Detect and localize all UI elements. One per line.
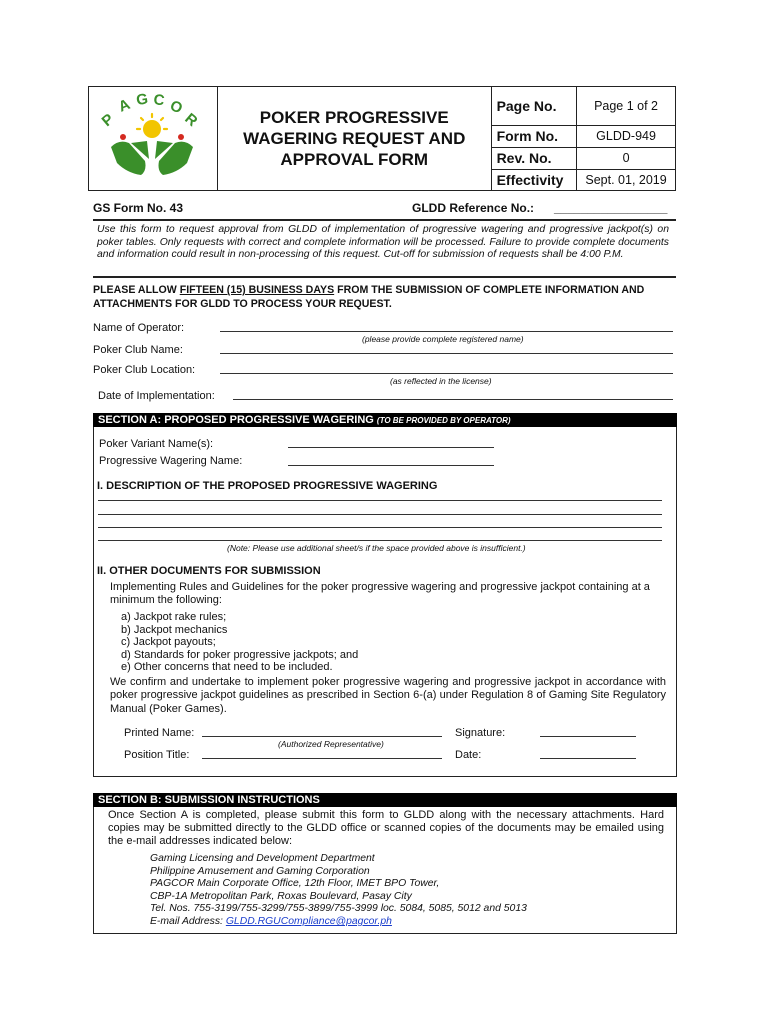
authorized-representative-hint: (Authorized Representative): [278, 739, 384, 749]
implementation-date-input[interactable]: [233, 399, 673, 400]
form-no-value: GLDD-949: [577, 125, 676, 147]
svg-text:O: O: [167, 97, 185, 118]
svg-text:C: C: [152, 91, 166, 110]
section-a-note: (TO BE PROVIDED BY OPERATOR): [376, 416, 511, 425]
description-line[interactable]: [98, 500, 662, 501]
svg-text:P: P: [98, 110, 118, 131]
email-link[interactable]: GLDD.RGUCompliance@pagcor.ph: [225, 915, 392, 927]
logo-cell: [89, 87, 218, 191]
effectivity-value: Sept. 01, 2019: [577, 169, 676, 190]
form-no-label: Form No.: [491, 125, 577, 147]
address-line: PAGCOR Main Corporate Office, 12th Floor, IMET BPO Tower,: [150, 878, 440, 890]
divider: [93, 276, 676, 278]
svg-text:G: G: [135, 90, 150, 109]
implementation-date-label: Date of Implementation:: [98, 390, 215, 402]
document-list: [121, 611, 358, 674]
club-location-hint: (as reflected in the license): [390, 376, 492, 386]
effectivity-label: Effectivity: [491, 169, 577, 190]
description-line[interactable]: [98, 514, 662, 515]
notice-business-days: FIFTEEN (15) BUSINESS DAYS: [179, 284, 335, 296]
part-2-intro: Implementing Rules and Guidelines for the poker progressive wagering and progressive jackpot containing at a minimum the following:: [110, 581, 650, 606]
divider: [93, 219, 676, 221]
rev-no-value: 0: [577, 148, 676, 169]
operator-label: Name of Operator:: [93, 322, 185, 334]
intro-text: Use this form to request approval from GLDD of implementation of progressive wagering and progressive jackpot(s) on poker tables. Only requests with correct and complete information will be processed. Failure to provide complete documents and information could result in non-processing of this request. Cut-off for submission of requests shall be 4:00 P.M.: [97, 224, 669, 260]
list-item: e) Other concerns that need to be included.: [121, 661, 333, 674]
section-b-body: Once Section A is completed, please submit this form to GLDD along with the necessary attachments. Hard copies may be submitted directly to the GLDD office or scanned copies of the documents may be emailed using the e-mail addresses indicated below:: [108, 809, 664, 848]
title-line-1: POKER PROGRESSIVE: [259, 108, 449, 127]
wagering-name-input[interactable]: [288, 465, 494, 466]
date-label: Date:: [455, 749, 482, 761]
gldd-reference-field[interactable]: _________________: [554, 201, 668, 215]
title-line-3: APPROVAL FORM: [280, 150, 429, 169]
part-2-title: II. OTHER DOCUMENTS FOR SUBMISSION: [97, 565, 321, 577]
signature-input[interactable]: [540, 736, 636, 737]
address-line: Philippine Amusement and Gaming Corporation: [150, 865, 370, 877]
part-1-note: (Note: Please use additional sheet/s if the space provided above is insufficient.): [227, 543, 526, 553]
rev-no-label: Rev. No.: [491, 148, 577, 169]
list-item: a) Jackpot rake rules;: [121, 611, 227, 623]
club-location-input[interactable]: [220, 373, 673, 374]
printed-name-label: Printed Name:: [124, 727, 195, 739]
svg-text:A: A: [116, 95, 133, 116]
variant-label: Poker Variant Name(s):: [99, 438, 214, 450]
form-header: [88, 86, 676, 191]
undertaking-text: We confirm and undertake to implement poker progressive wagering and progressive jackpot in accordance with poker progressive jackpot guidelines as prescribed in Section 6-(a) under Regulation 8 of Gaming Site Regulatory Manual (Poker Games).: [110, 676, 666, 715]
svg-text:R: R: [181, 110, 201, 131]
operator-input[interactable]: [220, 331, 673, 332]
section-a-header: [93, 413, 677, 427]
page-no-value: Page 1 of 2: [577, 87, 676, 126]
address-line: CBP-1A Metropolitan Park, Roxas Boulevard, Pasay City: [150, 890, 412, 902]
signature-label: Signature:: [455, 727, 506, 739]
description-line[interactable]: [98, 527, 662, 528]
list-item: b) Jackpot mechanics: [121, 623, 228, 636]
date-input[interactable]: [540, 758, 636, 759]
form-title: [217, 87, 491, 191]
gs-form-number: GS Form No. 43: [93, 201, 184, 215]
processing-notice: [93, 283, 678, 311]
email-label: E-mail Address:: [150, 915, 226, 927]
email-line: [150, 916, 527, 929]
printed-name-input[interactable]: [202, 736, 442, 737]
address-line: Gaming Licensing and Development Department: [150, 853, 375, 864]
position-title-input[interactable]: [202, 758, 442, 759]
club-location-label: Poker Club Location:: [93, 364, 196, 376]
gldd-address: [150, 853, 527, 929]
address-line: Tel. Nos. 755-3199/755-3299/755-3899/755-3999 loc. 5084, 5085, 5012 and 5013: [150, 903, 527, 915]
section-b-header: SECTION B: SUBMISSION INSTRUCTIONS: [93, 793, 677, 807]
pagcor-logo: [89, 87, 215, 185]
club-name-input[interactable]: [220, 353, 673, 354]
title-line-2: WAGERING REQUEST AND: [243, 129, 466, 148]
wagering-name-label: Progressive Wagering Name:: [99, 455, 243, 467]
gldd-reference-label: GLDD Reference No.:: [412, 201, 535, 215]
variant-input[interactable]: [288, 447, 494, 448]
club-name-label: Poker Club Name:: [93, 344, 183, 356]
part-1-title: I. DESCRIPTION OF THE PROPOSED PROGRESSIVE WAGERING: [97, 480, 438, 492]
notice-suffix: FROM THE SUBMISSION OF COMPLETE INFORMATION AND ATTACHMENTS FOR GLDD TO PROCESS YOUR REQUEST.: [93, 284, 645, 310]
list-item: c) Jackpot payouts;: [121, 636, 216, 649]
section-a-title: SECTION A: PROPOSED PROGRESSIVE WAGERING: [98, 414, 377, 426]
notice-prefix: PLEASE ALLOW: [93, 284, 180, 296]
list-item: d) Standards for poker progressive jackpots; and: [121, 648, 359, 661]
operator-hint: (please provide complete registered name): [362, 334, 524, 344]
position-title-label: Position Title:: [124, 749, 190, 761]
page-no-label: Page No.: [491, 87, 577, 126]
description-line[interactable]: [98, 540, 662, 541]
